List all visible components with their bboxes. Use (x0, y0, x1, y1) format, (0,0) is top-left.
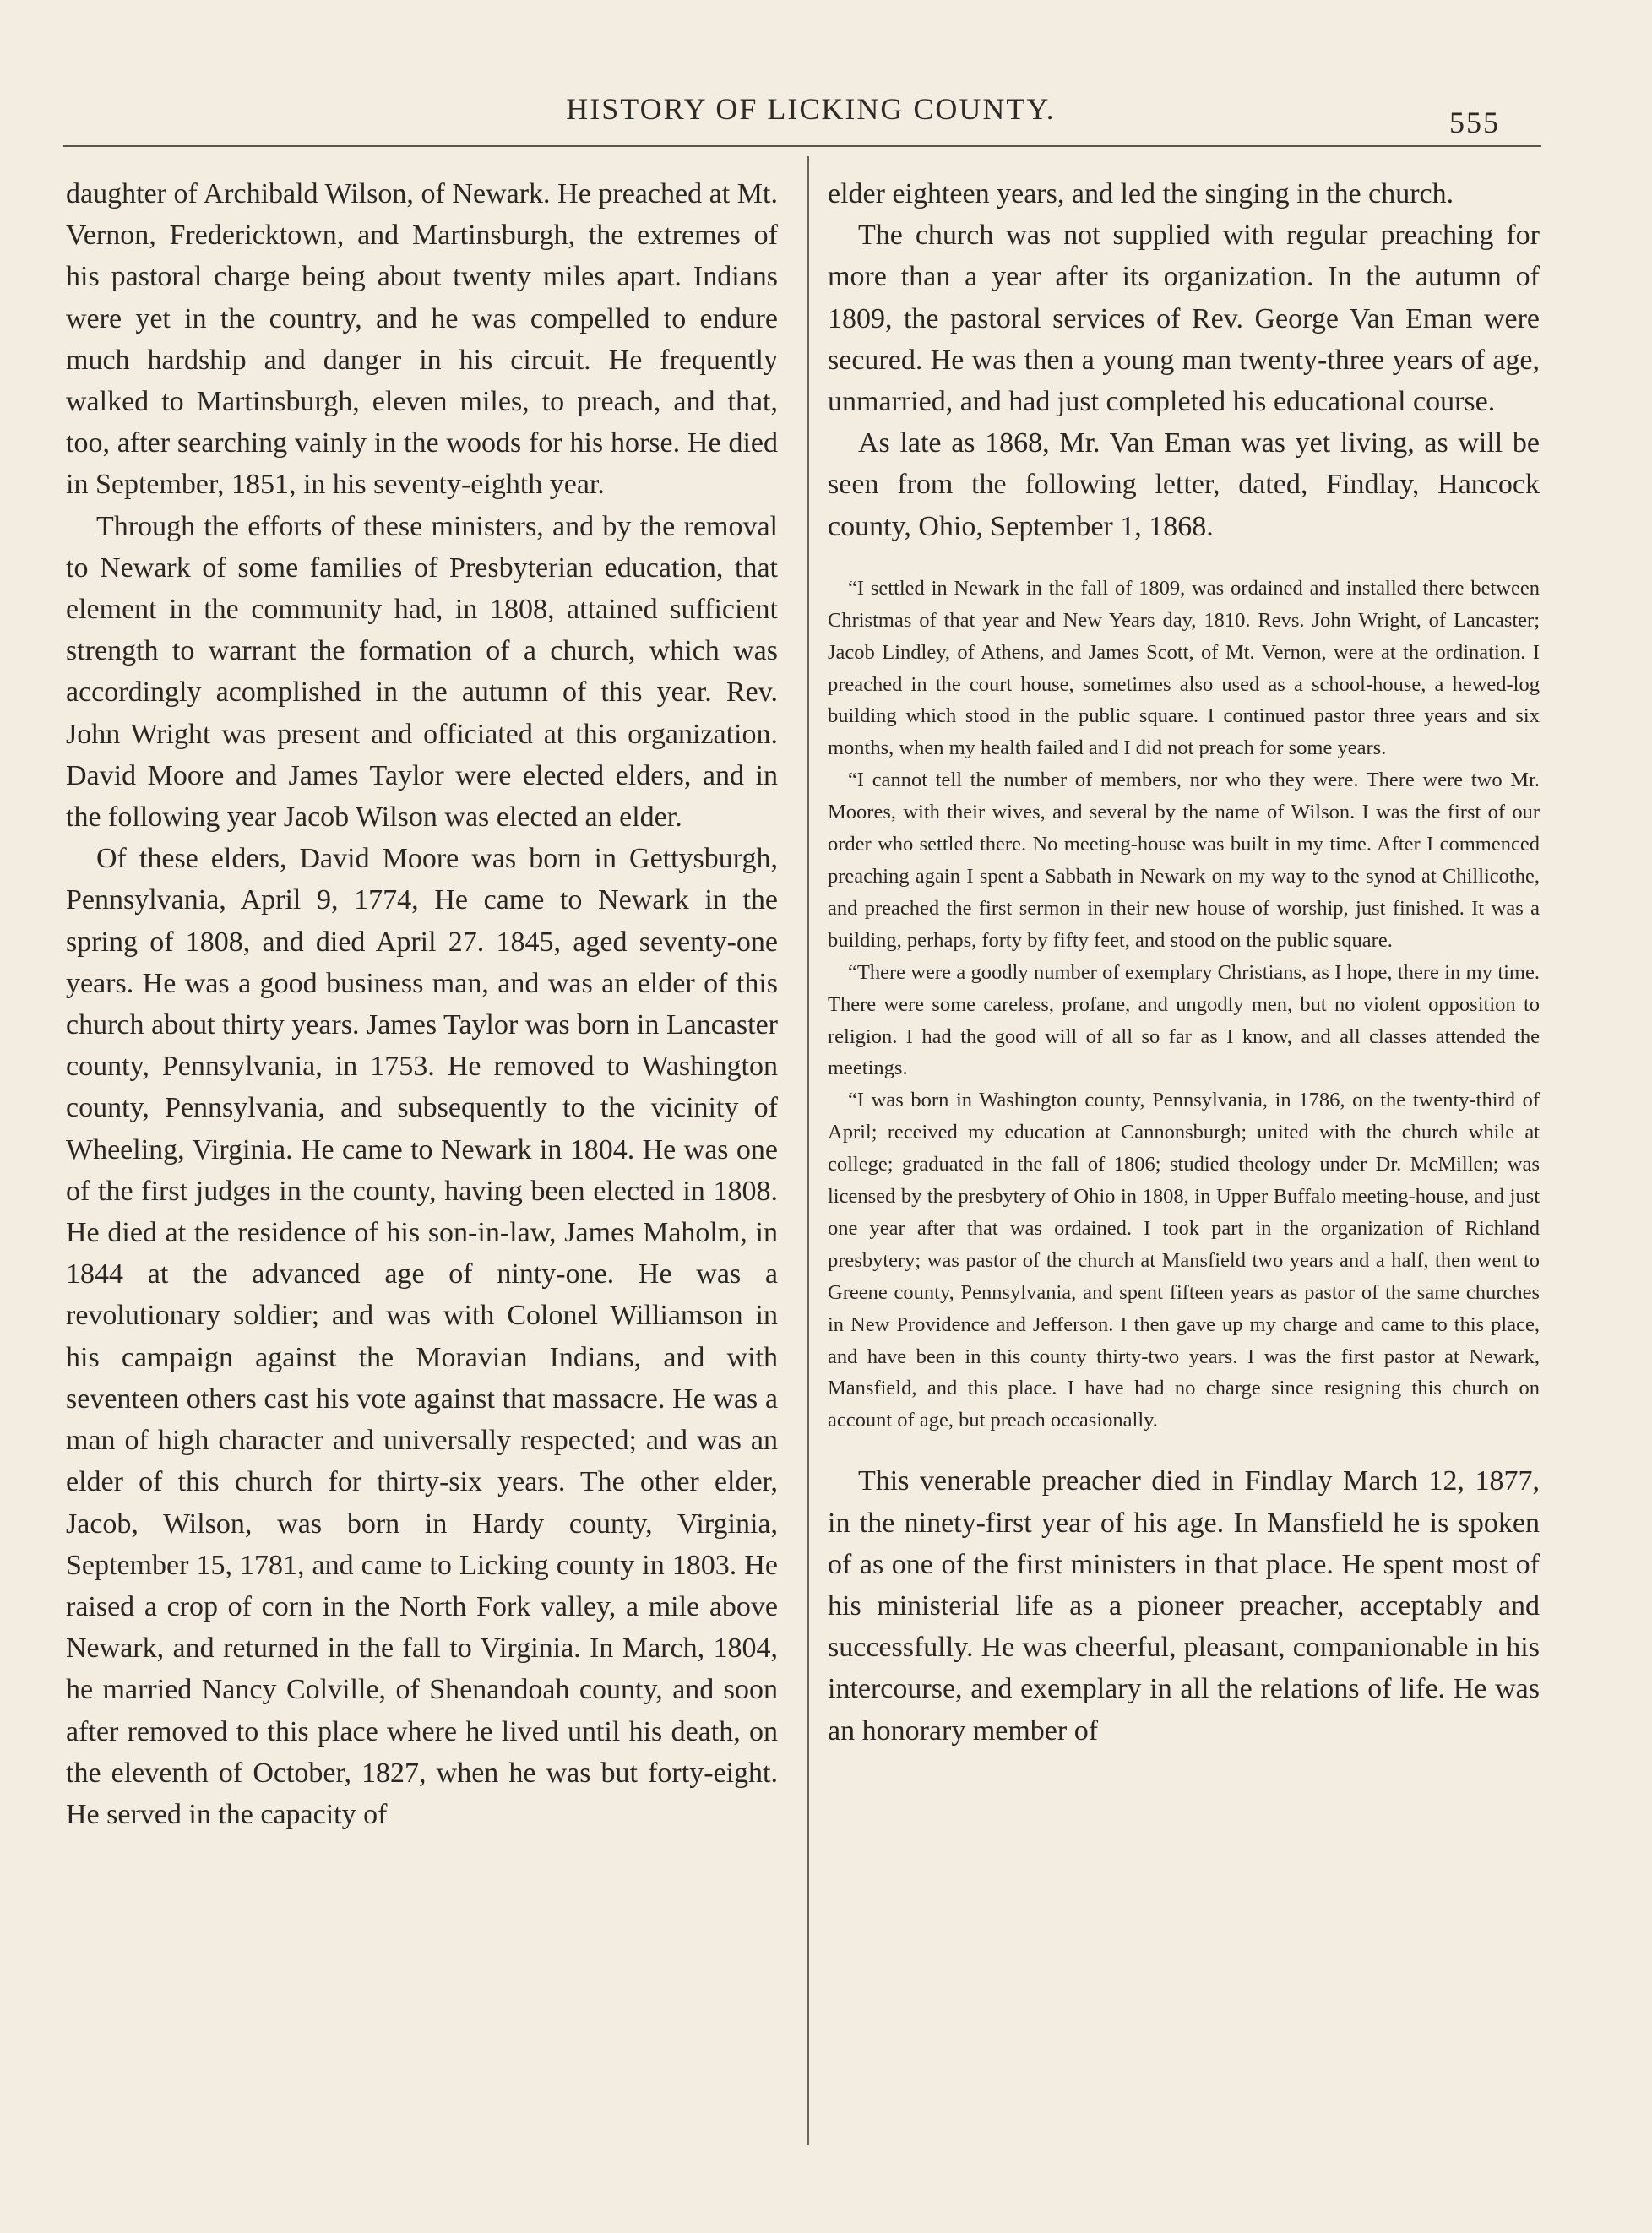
body-paragraph: Of these elders, David Moore was born in Gettysburgh, Pennsylvania, April 9, 1774, He came to Newark in the spring of 1808, and died April 27. 1845, aged seventy-one years. He was a good business man, and was an elder of this church about thirty years. James Taylor was born in Lancaster county, Pennsylvania, in 1753. He removed to Washington county, Pennsylvania, and subsequently to the vicinity of Wheeling, Virginia. He came to Newark in 1804. He was one of the first judges in the county, having been elected in 1808. He died at the residence of his son-in-law, James Maholm, in 1844 at the advanced age of ninty-one. He was a revolutionary soldier; and was with Colonel Williamson in his campaign against the Moravian Indians, and with seventeen others cast his vote against that massacre. He was a man of high character and universally respected; and was an elder of this church for thirty-six years. The other elder, Jacob, Wilson, was born in Hardy county, Virginia, September 15, 1781, and came to Licking county in 1803. He raised a crop of corn in the North Fork valley, a mile above Newark, and returned in the fall to Virginia. In March, 1804, he married Nancy Colville, of Shenandoah county, and soon after removed to this place where he lived until his death, on the eleventh of October, 1827, when he was but forty-eight. He served in the capacity of (66, 843, 778, 1830)
body-paragraph: elder eighteen years, and led the singing in the church. (828, 178, 1454, 209)
header-rule (63, 145, 1541, 147)
body-paragraph: The church was not supplied with regular preaching for more than a year after its organization. In the autumn of 1809, the pastoral services of Rev. George Van Eman were secured. He was then a young man twenty-three years of age, unmarried, and had just completed his educational course. (828, 220, 1540, 418)
column-divider (807, 156, 809, 2145)
body-paragraph: As late as 1868, Mr. Van Eman was yet living, as will be seen from the following letter, dated, Findlay, Hancock county, Ohio, September 1, 1868. (828, 427, 1540, 542)
quoted-letter (828, 573, 1540, 1437)
left-column (66, 173, 778, 1835)
letter-paragraph: “I was born in Washington county, Pennsylvania, in 1786, on the twenty-third of April; received my education at Cannonsburgh; united with the church while at college; graduated in the fall of 1806; studied theology under Dr. McMillen; was licensed by the presbytery of Ohio in 1808, in Upper Buffalo meeting-house, and just one year after that was ordained. I took part in the organization of Richland presbytery; was pastor of the church at Mansfield two years and a half, then went to Greene county, Pennsylvania, and spent fifteen years as pastor of the same churches in New Providence and Jefferson. I then gave up my charge and came to this place, and have been in this county thirty-two years. I was the first pastor at Newark, Mansfield, and this place. I have had no charge since resigning this church on account of age, but preach occasionally. (828, 1089, 1540, 1432)
letter-paragraph: “I settled in Newark in the fall of 1809, was ordained and installed there between Christmas of that year and New Years day, 1810. Revs. John Wright, of Lancaster; Jacob Lindley, of Athens, and James Scott, of Mt. Vernon, were at the ordination. I preached in the court house, sometimes also used as a school-house, a hewed-log building which stood in the public square. I continued pastor three years and six months, when my health failed and I did not preach for some years. (828, 576, 1540, 760)
running-title: HISTORY OF LICKING COUNTY. (566, 92, 1056, 126)
right-column (828, 173, 1540, 1752)
running-head (0, 91, 1652, 142)
page-number: 555 (1449, 106, 1500, 139)
body-paragraph: This venerable preacher died in Findlay March 12, 1877, in the ninety-first year of his age. In Mansfield he is spoken of as one of the first ministers in that place. He spent most of his ministerial life as a pioneer preacher, acceptably and successfully. He was cheerful, pleasant, companionable in his intercourse, and exemplary in all the relations of life. He was an honorary member of (828, 1465, 1540, 1747)
body-paragraph: daughter of Archibald Wilson, of Newark. He preached at Mt. Vernon, Fredericktown, and Martinsburgh, the extremes of his pastoral charge being about twenty miles apart. Indians were yet in the country, and he was compelled to endure much hardship and danger in his circuit. He frequently walked to Martinsburgh, eleven miles, to preach, and that, too, after searching vainly in the woods for his horse. He died in September, 1851, in his seventy-eighth year. (66, 178, 778, 501)
letter-paragraph: “I cannot tell the number of members, nor who they were. There were two Mr. Moores, with their wives, and several by the name of Wilson. I was the first of our order who settled there. No meeting-house was built in my time. After I commenced preaching again I spent a Sabbath in Newark on my way to the synod at Chillicothe, and preached the first sermon in their new house of worship, just finished. It was a building, perhaps, forty by fifty feet, and stood on the public square. (828, 769, 1540, 952)
letter-paragraph: “There were a goodly number of exemplary Christians, as I hope, there in my time. There were some careless, profane, and ungodly men, but no violent opposition to religion. I had the good will of all so far as I know, and all classes attended the meetings. (828, 960, 1540, 1080)
body-paragraph: Through the efforts of these ministers, and by the removal to Newark of some families of Presbyterian education, that element in the community had, in 1808, attained sufficient strength to warrant the formation of a church, which was accordingly acomplished in the autumn of this year. Rev. John Wright was present and officiated at this organization. David Moore and James Taylor were elected elders, and in the following year Jacob Wilson was elected an elder. (66, 510, 778, 834)
